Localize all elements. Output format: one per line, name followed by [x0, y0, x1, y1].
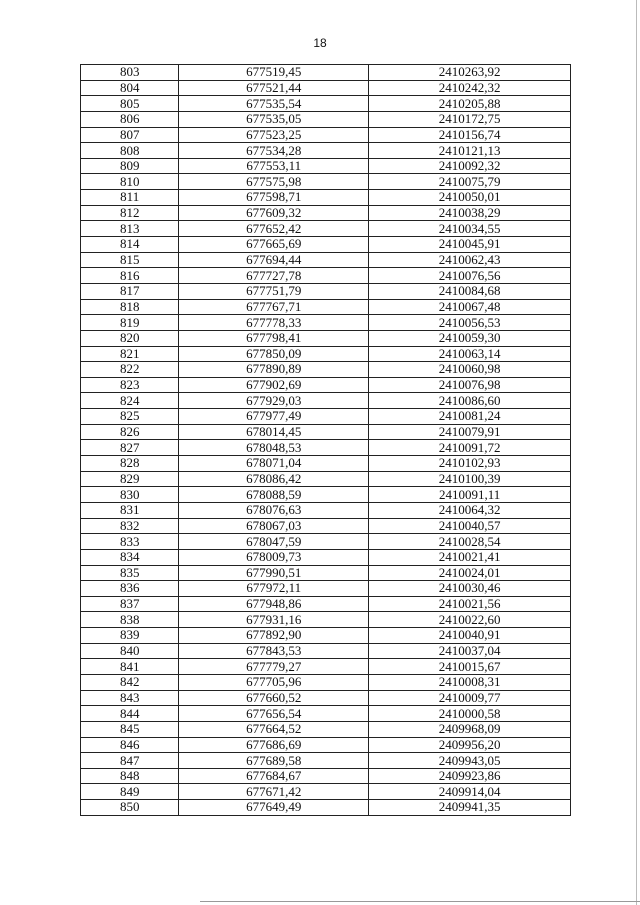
x-coordinate-cell: 677990,51: [179, 565, 369, 581]
table-row: [81, 565, 571, 581]
y-coordinate-cell: 2410034,55: [369, 221, 571, 237]
table-row: [81, 549, 571, 565]
point-number-cell: 803: [81, 65, 179, 81]
x-coordinate-cell: 677892,90: [179, 628, 369, 644]
y-coordinate-cell: 2410121,13: [369, 143, 571, 159]
table-row: [81, 456, 571, 472]
table-row: [81, 753, 571, 769]
y-coordinate-cell: 2410000,58: [369, 706, 571, 722]
x-coordinate-cell: 677686,69: [179, 737, 369, 753]
table-row: [81, 174, 571, 190]
y-coordinate-cell: 2410076,98: [369, 377, 571, 393]
y-coordinate-cell: 2409914,04: [369, 784, 571, 800]
point-number-cell: 811: [81, 190, 179, 206]
point-number-cell: 814: [81, 237, 179, 253]
x-coordinate-cell: 677902,69: [179, 377, 369, 393]
point-number-cell: 808: [81, 143, 179, 159]
point-number-cell: 806: [81, 111, 179, 127]
point-number-cell: 823: [81, 377, 179, 393]
y-coordinate-cell: 2410076,56: [369, 268, 571, 284]
y-coordinate-cell: 2409956,20: [369, 737, 571, 753]
scan-edge-right: [636, 0, 637, 905]
x-coordinate-cell: 677948,86: [179, 596, 369, 612]
x-coordinate-cell: 677972,11: [179, 581, 369, 597]
point-number-cell: 844: [81, 706, 179, 722]
table-row: [81, 65, 571, 81]
x-coordinate-cell: 677751,79: [179, 283, 369, 299]
x-coordinate-cell: 678088,59: [179, 487, 369, 503]
point-number-cell: 829: [81, 471, 179, 487]
point-number-cell: 837: [81, 596, 179, 612]
x-coordinate-cell: 677652,42: [179, 221, 369, 237]
x-coordinate-cell: 677664,52: [179, 721, 369, 737]
y-coordinate-cell: 2410091,72: [369, 440, 571, 456]
point-number-cell: 831: [81, 502, 179, 518]
table-row: [81, 377, 571, 393]
point-number-cell: 845: [81, 721, 179, 737]
y-coordinate-cell: 2410084,68: [369, 283, 571, 299]
y-coordinate-cell: 2409923,86: [369, 768, 571, 784]
point-number-cell: 834: [81, 549, 179, 565]
point-number-cell: 832: [81, 518, 179, 534]
point-number-cell: 848: [81, 768, 179, 784]
x-coordinate-cell: 678071,04: [179, 456, 369, 472]
scan-edge-bottom: [200, 901, 640, 902]
x-coordinate-cell: 677843,53: [179, 643, 369, 659]
x-coordinate-cell: 677553,11: [179, 158, 369, 174]
table-row: [81, 283, 571, 299]
point-number-cell: 841: [81, 659, 179, 675]
point-number-cell: 818: [81, 299, 179, 315]
x-coordinate-cell: 677850,09: [179, 346, 369, 362]
x-coordinate-cell: 677665,69: [179, 237, 369, 253]
y-coordinate-cell: 2410022,60: [369, 612, 571, 628]
x-coordinate-cell: 677705,96: [179, 674, 369, 690]
table-row: [81, 440, 571, 456]
point-number-cell: 849: [81, 784, 179, 800]
coordinates-table: [80, 64, 571, 816]
table-row: [81, 315, 571, 331]
y-coordinate-cell: 2410009,77: [369, 690, 571, 706]
point-number-cell: 820: [81, 330, 179, 346]
table-row: [81, 409, 571, 425]
table-row: [81, 534, 571, 550]
y-coordinate-cell: 2410067,48: [369, 299, 571, 315]
coordinates-table-body: [81, 65, 571, 816]
table-row: [81, 346, 571, 362]
x-coordinate-cell: 678076,63: [179, 502, 369, 518]
y-coordinate-cell: 2410205,88: [369, 96, 571, 112]
point-number-cell: 805: [81, 96, 179, 112]
x-coordinate-cell: 677535,05: [179, 111, 369, 127]
y-coordinate-cell: 2409941,35: [369, 800, 571, 816]
y-coordinate-cell: 2410092,32: [369, 158, 571, 174]
table-row: [81, 659, 571, 675]
y-coordinate-cell: 2410091,11: [369, 487, 571, 503]
y-coordinate-cell: 2410100,39: [369, 471, 571, 487]
y-coordinate-cell: 2410037,04: [369, 643, 571, 659]
table-row: [81, 80, 571, 96]
y-coordinate-cell: 2410079,91: [369, 424, 571, 440]
point-number-cell: 835: [81, 565, 179, 581]
point-number-cell: 843: [81, 690, 179, 706]
point-number-cell: 828: [81, 456, 179, 472]
point-number-cell: 836: [81, 581, 179, 597]
x-coordinate-cell: 677689,58: [179, 753, 369, 769]
y-coordinate-cell: 2410040,57: [369, 518, 571, 534]
x-coordinate-cell: 677684,67: [179, 768, 369, 784]
y-coordinate-cell: 2410015,67: [369, 659, 571, 675]
point-number-cell: 838: [81, 612, 179, 628]
x-coordinate-cell: 677694,44: [179, 252, 369, 268]
point-number-cell: 804: [81, 80, 179, 96]
x-coordinate-cell: 678009,73: [179, 549, 369, 565]
x-coordinate-cell: 677521,44: [179, 80, 369, 96]
x-coordinate-cell: 677649,49: [179, 800, 369, 816]
x-coordinate-cell: 677767,71: [179, 299, 369, 315]
x-coordinate-cell: 677519,45: [179, 65, 369, 81]
point-number-cell: 810: [81, 174, 179, 190]
point-number-cell: 842: [81, 674, 179, 690]
table-row: [81, 737, 571, 753]
y-coordinate-cell: 2410050,01: [369, 190, 571, 206]
y-coordinate-cell: 2410172,75: [369, 111, 571, 127]
table-row: [81, 205, 571, 221]
x-coordinate-cell: 677929,03: [179, 393, 369, 409]
x-coordinate-cell: 677671,42: [179, 784, 369, 800]
y-coordinate-cell: 2410021,41: [369, 549, 571, 565]
y-coordinate-cell: 2410156,74: [369, 127, 571, 143]
table-row: [81, 143, 571, 159]
y-coordinate-cell: 2410263,92: [369, 65, 571, 81]
x-coordinate-cell: 677778,33: [179, 315, 369, 331]
x-coordinate-cell: 678048,53: [179, 440, 369, 456]
y-coordinate-cell: 2410075,79: [369, 174, 571, 190]
y-coordinate-cell: 2410060,98: [369, 362, 571, 378]
point-number-cell: 817: [81, 283, 179, 299]
point-number-cell: 813: [81, 221, 179, 237]
y-coordinate-cell: 2410024,01: [369, 565, 571, 581]
x-coordinate-cell: 677535,54: [179, 96, 369, 112]
table-row: [81, 471, 571, 487]
table-row: [81, 127, 571, 143]
y-coordinate-cell: 2410064,32: [369, 502, 571, 518]
y-coordinate-cell: 2410040,91: [369, 628, 571, 644]
point-number-cell: 840: [81, 643, 179, 659]
y-coordinate-cell: 2409968,09: [369, 721, 571, 737]
point-number-cell: 833: [81, 534, 179, 550]
y-coordinate-cell: 2410045,91: [369, 237, 571, 253]
table-row: [81, 252, 571, 268]
y-coordinate-cell: 2410021,56: [369, 596, 571, 612]
table-row: [81, 299, 571, 315]
x-coordinate-cell: 677609,32: [179, 205, 369, 221]
y-coordinate-cell: 2410028,54: [369, 534, 571, 550]
x-coordinate-cell: 677977,49: [179, 409, 369, 425]
point-number-cell: 822: [81, 362, 179, 378]
x-coordinate-cell: 677534,28: [179, 143, 369, 159]
x-coordinate-cell: 677660,52: [179, 690, 369, 706]
point-number-cell: 807: [81, 127, 179, 143]
y-coordinate-cell: 2410063,14: [369, 346, 571, 362]
x-coordinate-cell: 677575,98: [179, 174, 369, 190]
point-number-cell: 839: [81, 628, 179, 644]
table-row: [81, 628, 571, 644]
x-coordinate-cell: 677656,54: [179, 706, 369, 722]
table-row: [81, 784, 571, 800]
table-row: [81, 424, 571, 440]
x-coordinate-cell: 677798,41: [179, 330, 369, 346]
point-number-cell: 812: [81, 205, 179, 221]
x-coordinate-cell: 678047,59: [179, 534, 369, 550]
y-coordinate-cell: 2410008,31: [369, 674, 571, 690]
point-number-cell: 809: [81, 158, 179, 174]
point-number-cell: 821: [81, 346, 179, 362]
point-number-cell: 826: [81, 424, 179, 440]
table-row: [81, 268, 571, 284]
table-row: [81, 111, 571, 127]
table-row: [81, 674, 571, 690]
table-row: [81, 330, 571, 346]
table-row: [81, 581, 571, 597]
x-coordinate-cell: 677779,27: [179, 659, 369, 675]
x-coordinate-cell: 678067,03: [179, 518, 369, 534]
point-number-cell: 819: [81, 315, 179, 331]
y-coordinate-cell: 2409943,05: [369, 753, 571, 769]
table-row: [81, 800, 571, 816]
x-coordinate-cell: 678014,45: [179, 424, 369, 440]
table-row: [81, 393, 571, 409]
table-row: [81, 721, 571, 737]
table-row: [81, 362, 571, 378]
x-coordinate-cell: 677931,16: [179, 612, 369, 628]
table-row: [81, 190, 571, 206]
table-row: [81, 596, 571, 612]
point-number-cell: 830: [81, 487, 179, 503]
point-number-cell: 850: [81, 800, 179, 816]
y-coordinate-cell: 2410030,46: [369, 581, 571, 597]
y-coordinate-cell: 2410062,43: [369, 252, 571, 268]
x-coordinate-cell: 677523,25: [179, 127, 369, 143]
table-row: [81, 487, 571, 503]
point-number-cell: 827: [81, 440, 179, 456]
y-coordinate-cell: 2410059,30: [369, 330, 571, 346]
y-coordinate-cell: 2410086,60: [369, 393, 571, 409]
x-coordinate-cell: 677727,78: [179, 268, 369, 284]
x-coordinate-cell: 677890,89: [179, 362, 369, 378]
table-row: [81, 706, 571, 722]
table-row: [81, 221, 571, 237]
table-row: [81, 502, 571, 518]
page-number: 18: [313, 36, 327, 50]
table-row: [81, 768, 571, 784]
y-coordinate-cell: 2410102,93: [369, 456, 571, 472]
table-row: [81, 96, 571, 112]
table-row: [81, 643, 571, 659]
table-row: [81, 612, 571, 628]
point-number-cell: 825: [81, 409, 179, 425]
table-row: [81, 237, 571, 253]
point-number-cell: 816: [81, 268, 179, 284]
table-row: [81, 518, 571, 534]
y-coordinate-cell: 2410081,24: [369, 409, 571, 425]
point-number-cell: 847: [81, 753, 179, 769]
x-coordinate-cell: 678086,42: [179, 471, 369, 487]
point-number-cell: 846: [81, 737, 179, 753]
table-row: [81, 690, 571, 706]
table-row: [81, 158, 571, 174]
y-coordinate-cell: 2410242,32: [369, 80, 571, 96]
point-number-cell: 824: [81, 393, 179, 409]
y-coordinate-cell: 2410056,53: [369, 315, 571, 331]
x-coordinate-cell: 677598,71: [179, 190, 369, 206]
y-coordinate-cell: 2410038,29: [369, 205, 571, 221]
point-number-cell: 815: [81, 252, 179, 268]
